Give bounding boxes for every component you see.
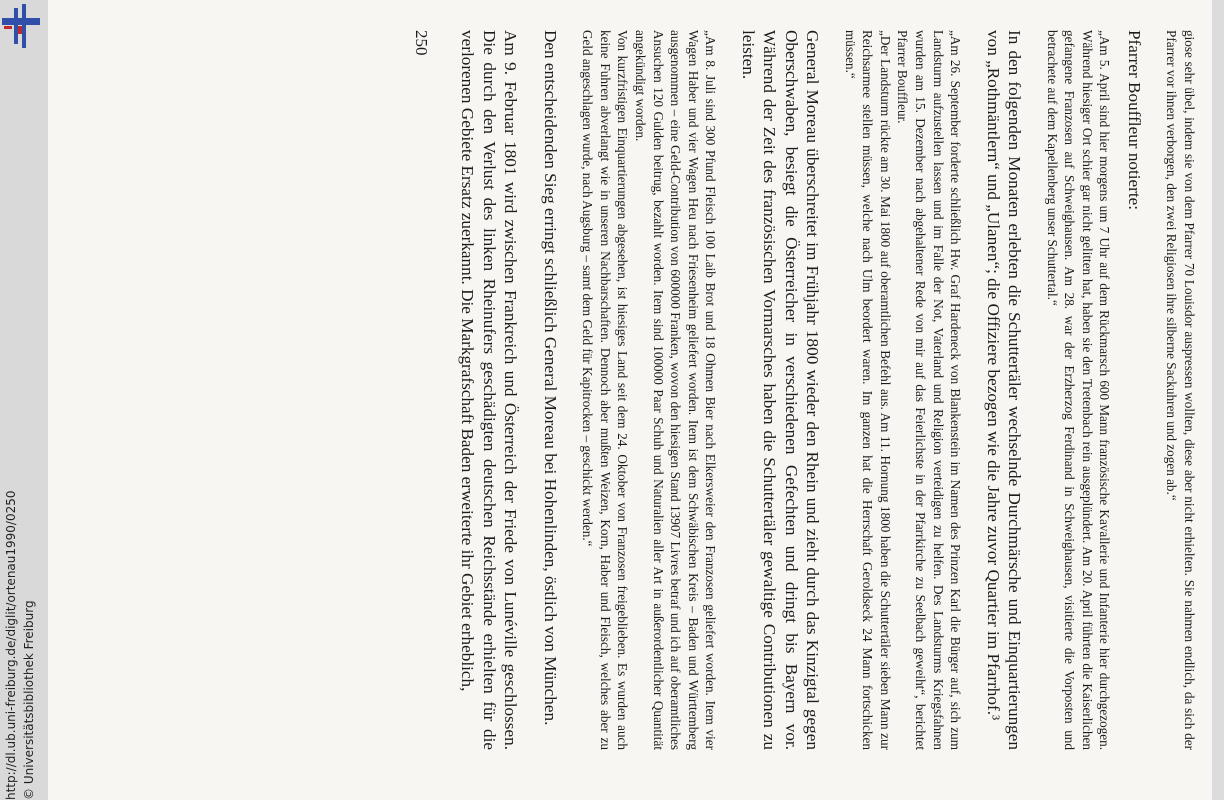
page-text-block — [411, 30, 1198, 750]
paragraph-quote-end: giose sehr übel, indem sie von dem Pfarrer 70 Louisdor auspressen wollten, diese aber nicht erhielten. Sie nahmen endlich, da sich der Pfarrer vor ihnen verborgen, den zwei Religiosen ihre silberne Sackuhren und zogen ab.“ — [1164, 30, 1197, 750]
source-url[interactable]: http://dl.ub.uni-freiburg.de/diglit/ortenau1990/0250 — [4, 490, 18, 800]
copyright-notice: © Universitätsbibliothek Freiburg — [22, 600, 36, 800]
viewer-sidebar — [0, 0, 48, 800]
paragraph-quote-einquartierungen: Von kurzfristigen Einquartierungen abgesehen, ist hiesiges Land seit dem 24. Oktober von Franzosen freigeblieben. Es wurden auch keine Fuhren abverlangt wie in unseren Nachbarschaften. Dennoch aber mußten Weizen, Korn, Haber und Fleisch, welches aber zu Geld angeschlagen wurde, nach Augsburg – samt dem Geld für Kapitrocken – geschickt werden.“ — [580, 30, 631, 750]
paragraph-luneville: Am 9. Februar 1801 wird zwischen Frankreich und Österreich der Friede von Lunéville geschlossen. Die durch den Verlust des linken Rheinufers geschädigten deutschen Reichsstände erhielten für die verlorenen Gebiete Ersatz zuerkannt. Die Markgrafschaft Baden erweiterte ihr Gebiet erheblich, — [458, 30, 521, 750]
paragraph-einquartierungen: In den folgenden Monaten erlebten die Schuttertäler wechselnde Durchmärsche und Einquartierungen von „Rothmäntlern“ und „Ulanen“; die Offiziere bezogen wie die Jahre zuvor Quartier im Pfarrhof.³ — [983, 30, 1025, 750]
paragraph-hohenlinden: Den entscheidenden Sieg erringt schließlich General Moreau bei Hohenlinden, östlich von München. — [540, 30, 560, 726]
paragraph-quote-april: „Am 5. April sind hier morgens um 7 Uhr auf dem Rückmarsch 600 Mann französische Kavallerie und Infanterie hier durchgezogen. Während hiesiger Ort schier gar nicht gelitten hat, haben sie den Tretenbach rein ausgeplündert. Am 20. April führten die Kaiserlichen gefangene Franzosen auf Schweighausen. Am 28. war der Erzherzog Ferdinand in Schweighausen, visitierte die Vorposten und betrachete auf dem Kapellenberg unser Schuttertal.“ — [1044, 30, 1113, 750]
paragraph-moreau: General Moreau überschreitet im Frühjahr 1800 wieder den Rhein und zieht durch das Kinzigtal gegen Oberschwaben, besiegt die Österreicher in verschiedenen Gefechten und dringt bis Bayern vor. Während der Zeit des französischen Vormarsches haben die Schuttertäler gewaltige Contributionen zu leisten. — [738, 30, 823, 750]
paragraph-quote-reichsarmee: „Der Landsturm rückte am 30. Mai 1800 auf oberamtlichen Befehl aus. Am 11. Hornung 1800 haben die Schuttertäler sieben Mann zur Reichsarmee stellen müssen, welche nach Ulm beordert waren. Im ganzen hat die Herrschaft Geroldseck 24 Mann fortschicken müssen.“ — [842, 30, 893, 750]
page-number: 250 — [412, 30, 432, 56]
paragraph-intro: Pfarrer Bouffleur notierte: — [1124, 30, 1144, 211]
paragraph-quote-contributionen: „Am 8. Juli sind 300 Pfund Fleisch 100 Laib Brot und 18 Ohmen Bier nach Elkersweier den Franzosen geliefert worden. Item vier Wagen Haber und vier Wagen Heu nach Friesenheim geliefert worden. Item ist dem Schwäbischen Kreis – Baden und Württemberg ausgenommen – eine Geld-Contribution von 600000 Franken, wovon den hiesigen Stand 13907 Livres betraf und ich auf oberamtliches Ansuchen 120 Gulden beitrug, bezahlt worden. Item sind 100000 Paar Schuh und Naturalien aller Art in außerordentlicher Quantität angekündigt worden. — [633, 30, 719, 750]
page-edge — [1212, 0, 1218, 800]
paragraph-quote-landsturm: „Am 26. September forderte schließlich Hw. Graf Hardeneck von Blankenstein im Namen des Prinzen Karl die Bürger auf, sich zum Landsturm aufzustellen lassen und im Falle der Not, Vaterland und Religion verteidigen zu helfen. Des Landsturms Kriegsfahnen wurden am 15. Dezember nach abgehaltener Rede von mir auf das Feierlichste in der Pfarrkirche zu Seelbach geweiht“, berichtet Pfarrer Bouffleur. — [895, 30, 964, 750]
scanned-page — [48, 0, 1218, 800]
